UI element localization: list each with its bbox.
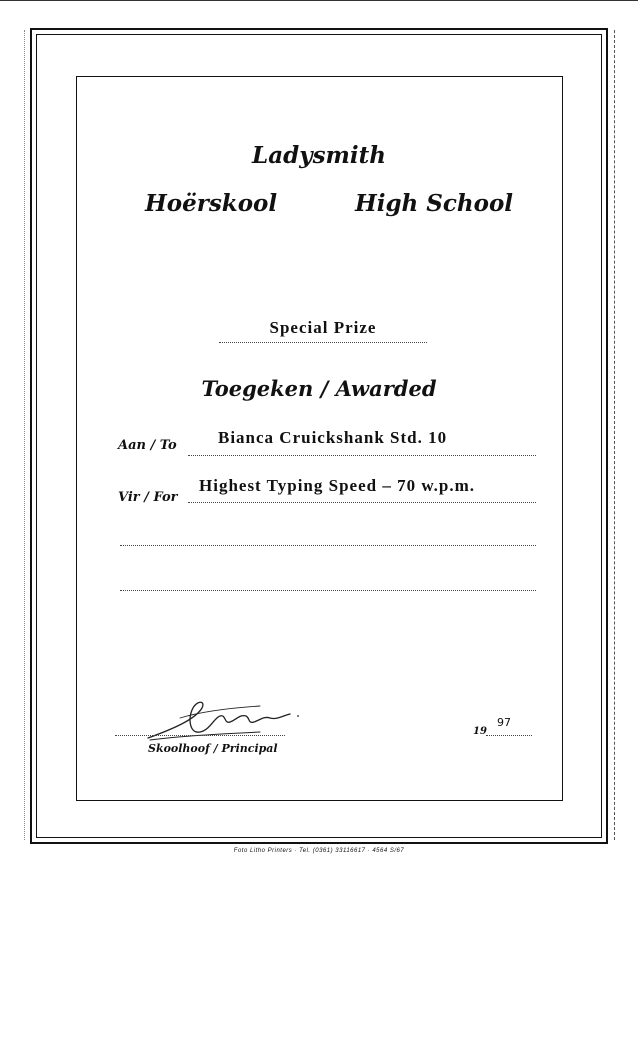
to-label: Aan / To bbox=[118, 438, 177, 453]
signature-label: Skoolhoof / Principal bbox=[148, 742, 278, 755]
prize-name: Special Prize bbox=[269, 318, 377, 337]
to-line bbox=[188, 455, 536, 456]
school-english: High School bbox=[355, 190, 514, 217]
blank-line-2 bbox=[120, 590, 536, 591]
school-name: Ladysmith bbox=[252, 142, 386, 169]
recipient-name: Bianca Cruickshank Std. 10 bbox=[218, 428, 448, 447]
signature-line bbox=[115, 735, 285, 736]
principal-signature bbox=[140, 690, 310, 750]
top-edge-mark bbox=[0, 0, 638, 5]
year-prefix: 19 bbox=[473, 726, 487, 737]
for-label: Vir / For bbox=[118, 490, 178, 505]
year-value: 97 bbox=[497, 716, 511, 729]
prize-line bbox=[219, 342, 427, 343]
school-afrikaans: Hoërskool bbox=[145, 190, 278, 217]
for-line bbox=[188, 502, 536, 503]
awarded-heading: Toegeken / Awarded bbox=[201, 376, 437, 401]
award-reason: Highest Typing Speed – 70 w.p.m. bbox=[199, 476, 476, 495]
printer-credit: Foto Litho Printers · Tel. (0361) 33116617 · 4564 S/67 bbox=[233, 848, 405, 854]
year-line bbox=[486, 735, 532, 736]
blank-line-1 bbox=[120, 545, 536, 546]
